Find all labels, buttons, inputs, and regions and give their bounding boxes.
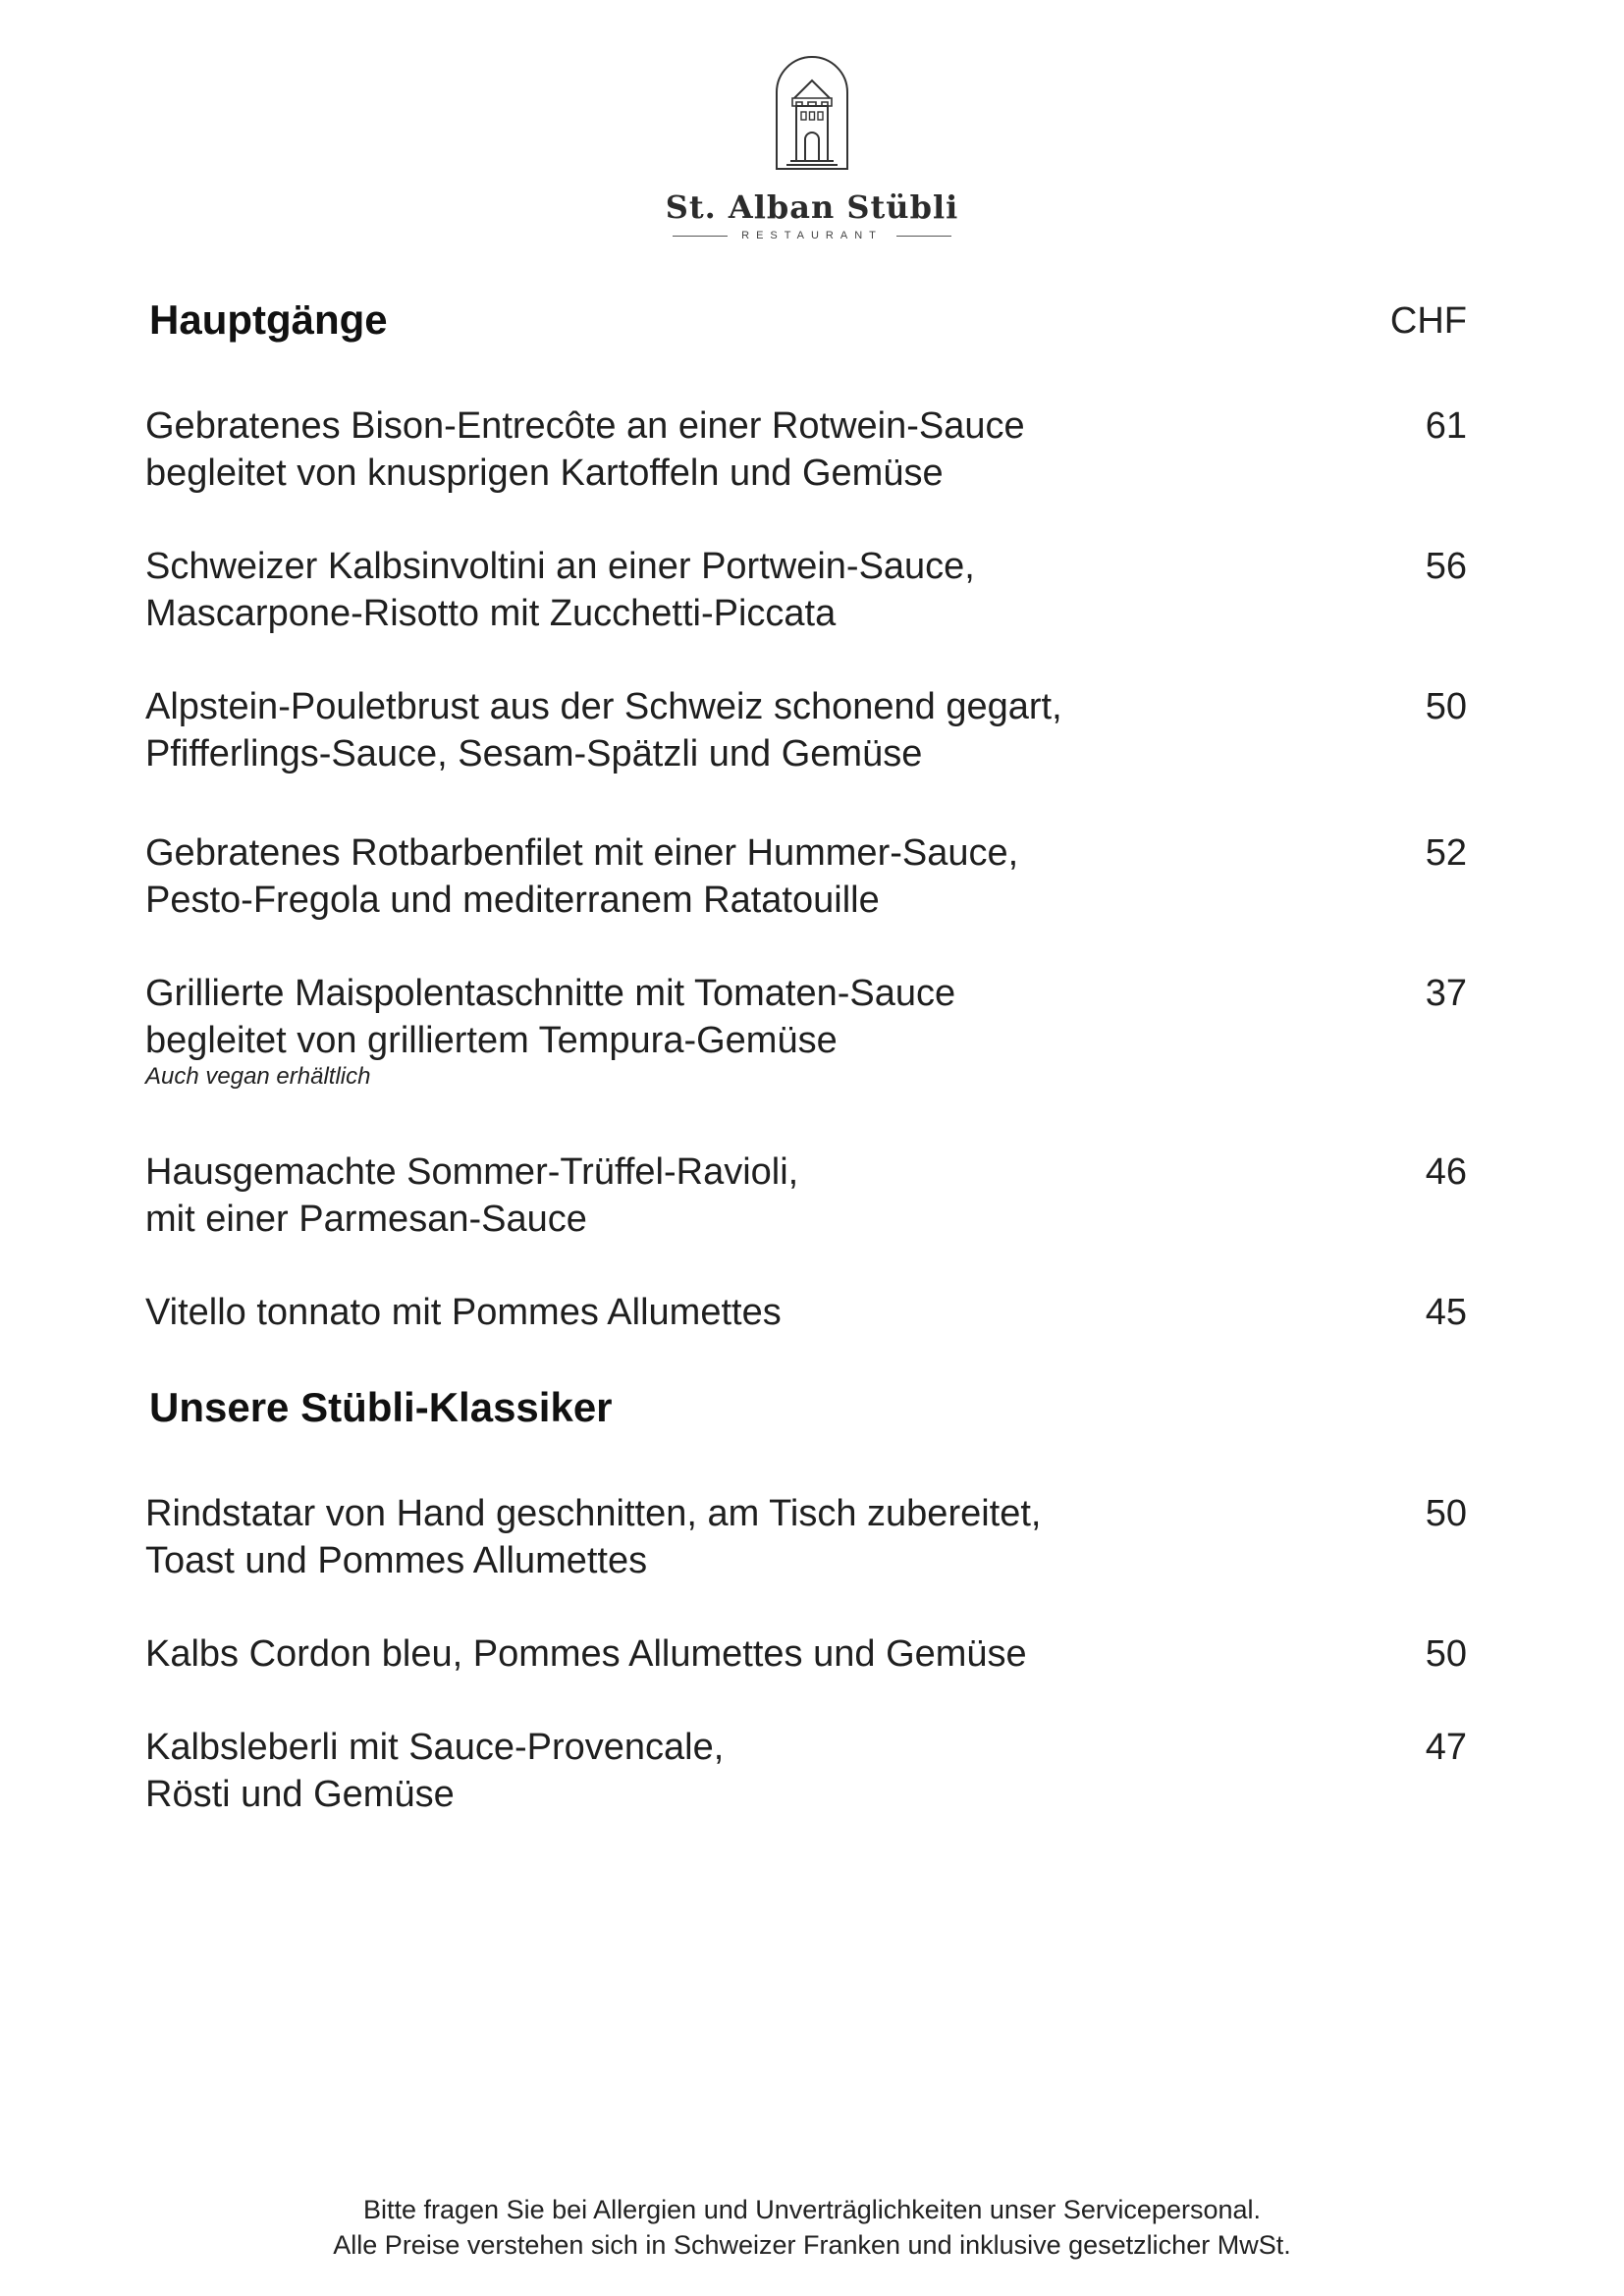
item-line: Gebratenes Rotbarbenfilet mit einer Hummer-Sauce, bbox=[145, 832, 1019, 874]
item-price: 61 bbox=[1425, 405, 1467, 447]
divider bbox=[896, 236, 951, 237]
item-line: Toast und Pommes Allumettes bbox=[145, 1540, 648, 1581]
item-price: 50 bbox=[1425, 1493, 1467, 1534]
brand-name: St. Alban Stübli bbox=[665, 188, 959, 226]
castle-tower-arch-icon bbox=[773, 55, 851, 171]
menu-item bbox=[145, 1630, 1467, 1678]
item-line: Kalbs Cordon bleu, Pommes Allumettes und Gemüse bbox=[145, 1633, 1027, 1675]
menu-item bbox=[145, 1724, 1467, 1818]
item-line: begleitet von grilliertem Tempura-Gemüse bbox=[145, 1020, 838, 1061]
menu-item bbox=[145, 543, 1467, 637]
menu-item bbox=[145, 683, 1467, 777]
item-line: Rösti und Gemüse bbox=[145, 1774, 455, 1815]
item-line: Hausgemachte Sommer-Trüffel-Ravioli, bbox=[145, 1151, 799, 1193]
menu-item bbox=[145, 1148, 1467, 1243]
restaurant-logo bbox=[0, 55, 1624, 241]
item-price: 50 bbox=[1425, 1633, 1467, 1675]
item-note: Auch vegan erhältlich bbox=[145, 1063, 371, 1090]
menu-item bbox=[145, 402, 1467, 497]
menu-item bbox=[145, 1289, 1467, 1336]
item-price: 56 bbox=[1425, 546, 1467, 587]
item-line: Grillierte Maispolentaschnitte mit Tomaten-Sauce bbox=[145, 973, 956, 1014]
item-line: Mascarpone-Risotto mit Zucchetti-Piccata bbox=[145, 593, 837, 634]
item-price: 46 bbox=[1425, 1151, 1467, 1193]
section-title-main: Hauptgänge bbox=[149, 296, 388, 343]
divider bbox=[673, 236, 728, 237]
item-line: Alpstein-Pouletbrust aus der Schweiz schonend gegart, bbox=[145, 686, 1062, 727]
item-line: Kalbsleberli mit Sauce-Provencale, bbox=[145, 1727, 725, 1768]
item-price: 52 bbox=[1425, 832, 1467, 874]
item-line: Pesto-Fregola und mediterranem Ratatouille bbox=[145, 880, 880, 921]
item-price: 50 bbox=[1425, 686, 1467, 727]
brand-subtitle: RESTAURANT bbox=[741, 230, 883, 241]
currency-label: CHF bbox=[1389, 300, 1467, 342]
item-price: 45 bbox=[1425, 1292, 1467, 1333]
item-line: Vitello tonnato mit Pommes Allumettes bbox=[145, 1292, 782, 1333]
brand-subtitle-row bbox=[0, 230, 1624, 241]
item-line: Pfifferlings-Sauce, Sesam-Spätzli und Gemüse bbox=[145, 733, 923, 774]
section-title-classics: Unsere Stübli-Klassiker bbox=[149, 1384, 613, 1430]
footer-notice bbox=[0, 2192, 1624, 2263]
menu-item bbox=[145, 829, 1467, 924]
item-price: 37 bbox=[1425, 973, 1467, 1014]
item-line: Rindstatar von Hand geschnitten, am Tisch zubereitet, bbox=[145, 1493, 1042, 1534]
menu-item bbox=[145, 970, 1467, 1092]
item-line: begleitet von knusprigen Kartoffeln und Gemüse bbox=[145, 453, 944, 494]
item-line: mit einer Parmesan-Sauce bbox=[145, 1199, 587, 1240]
footer-price-note: Alle Preise verstehen sich in Schweizer Franken und inklusive gesetzlicher MwSt. bbox=[333, 2230, 1291, 2260]
menu-item bbox=[145, 1490, 1467, 1584]
item-line: Gebratenes Bison-Entrecôte an einer Rotwein-Sauce bbox=[145, 405, 1025, 447]
item-price: 47 bbox=[1425, 1727, 1467, 1768]
footer-allergy-note: Bitte fragen Sie bei Allergien und Unverträglichkeiten unser Servicepersonal. bbox=[362, 2195, 1262, 2224]
item-line: Schweizer Kalbsinvoltini an einer Portwein-Sauce, bbox=[145, 546, 975, 587]
